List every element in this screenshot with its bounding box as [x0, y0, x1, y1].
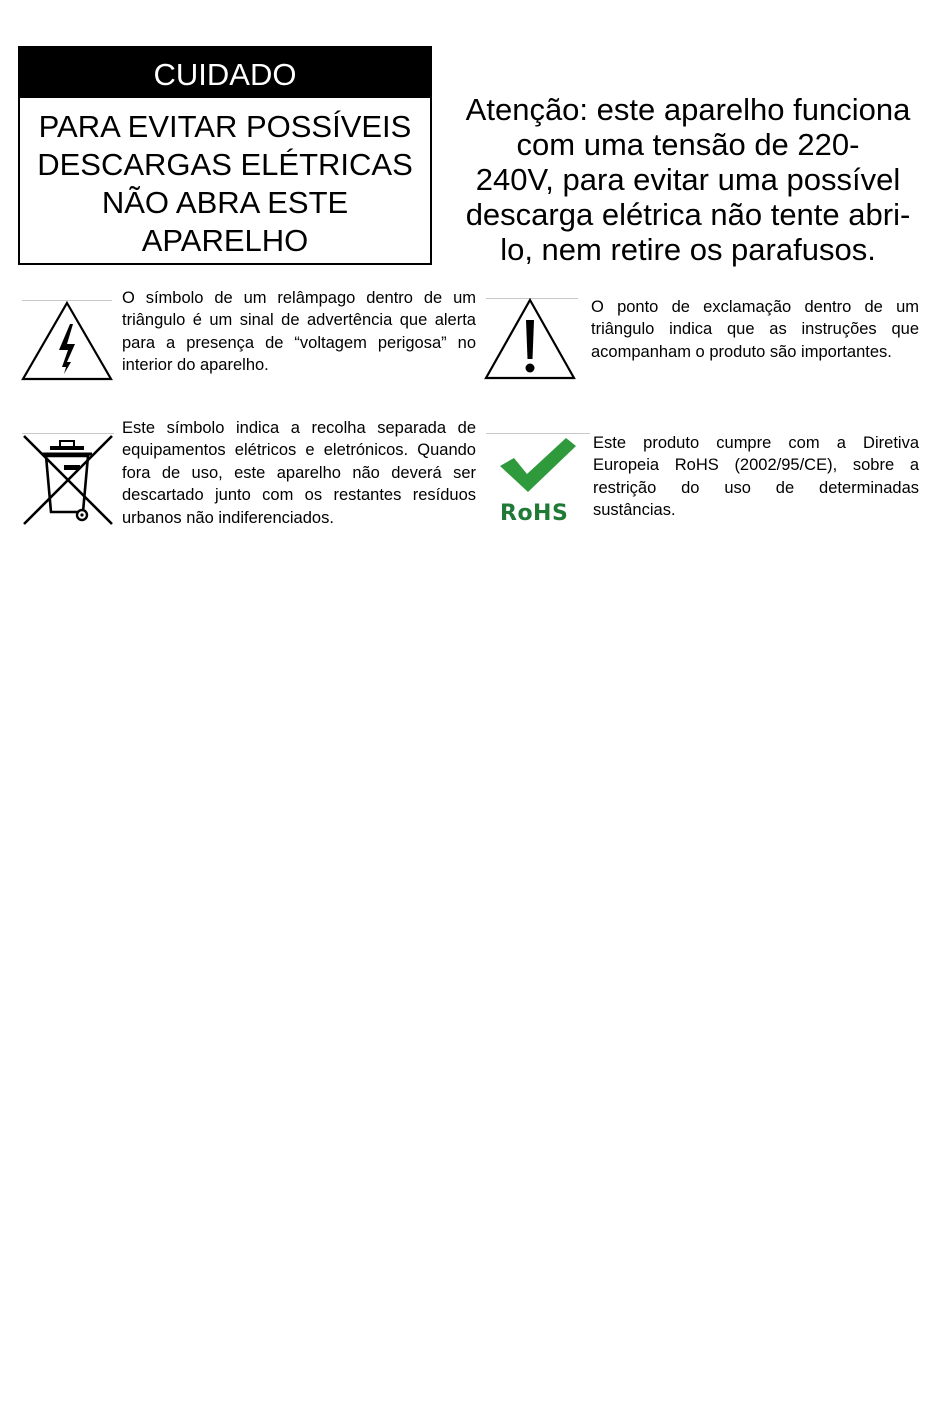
caution-box	[18, 46, 432, 265]
divider	[486, 433, 590, 434]
lightning-warning-triangle-icon	[20, 300, 114, 387]
rohs-checkmark-icon	[494, 436, 584, 501]
caution-body: PARA EVITAR POSSÍVEIS DESCARGAS ELÉTRICAS NÃO ABRA ESTE APARELHO	[37, 109, 413, 258]
caution-header: CUIDADO	[20, 48, 430, 98]
exclamation-warning-triangle-icon	[483, 296, 577, 387]
crossed-bin-weee-icon	[20, 432, 116, 533]
rohs-logo-text: RoHS	[500, 501, 569, 526]
lightning-symbol-text: O símbolo de um relâmpago dentro de um triângulo é um sinal de advertência que alerta para a presença de “voltagem perigosa” no interior do aparelho.	[122, 289, 476, 375]
rohs-symbol-text: Este produto cumpre com a Diretiva Europeia RoHS (2002/95/CE), sobre a restrição do uso de determinadas sustâncias.	[593, 434, 919, 520]
exclamation-symbol-text: O ponto de exclamação dentro de um triângulo indica que as instruções que acompanham o produto são importantes.	[591, 298, 919, 361]
weee-symbol-text: Este símbolo indica a recolha separada de equipamentos elétricos e eletrónicos. Quando fora de uso, este aparelho não deverá ser descartado junto com os restantes resíduos urbanos não indiferenciados.	[122, 419, 476, 527]
attention-text: Atenção: este aparelho funciona com uma tensão de 220- 240V, para evitar uma possível descarga elétrica não tente abri- lo, nem retire os parafusos.	[465, 92, 911, 267]
